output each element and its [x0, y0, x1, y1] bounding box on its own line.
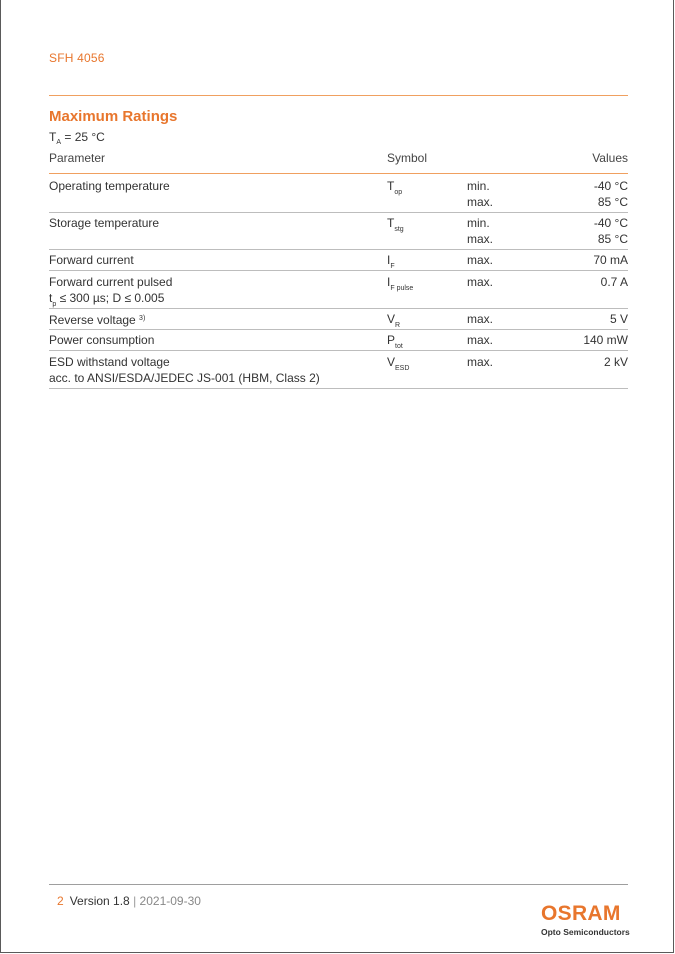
- document-id: SFH 4056: [49, 51, 105, 65]
- limit-cell: max.: [467, 232, 494, 246]
- symbol-cell: $T_{stg}$: [387, 216, 404, 233]
- limit-cell: max.: [467, 253, 494, 267]
- header-symbol: Symbol: [387, 151, 428, 165]
- release-date: 2021-09-30: [139, 894, 201, 908]
- row-divider: [49, 249, 628, 250]
- parameter-condition: acc. to ANSI/ESDA/JEDEC JS-001 (HBM, Class 2): [49, 371, 320, 385]
- row-divider: [49, 308, 628, 309]
- page-number: 2: [57, 894, 64, 908]
- symbol-cell: $I_F$: [387, 253, 395, 270]
- footnote-marker: 3): [139, 315, 146, 322]
- footer-separator: |: [133, 894, 137, 908]
- row-divider: [49, 350, 628, 351]
- limit-cell: min.: [467, 179, 490, 193]
- symbol-cell: $V_{ESD}$: [387, 355, 410, 372]
- limit-cell: max.: [467, 275, 494, 289]
- parameter-cell: Forward current: [49, 253, 134, 267]
- osram-logo: OSRAM: [541, 902, 621, 925]
- ambient-condition: [49, 130, 105, 146]
- brand-tagline: Opto Semiconductors: [541, 927, 630, 937]
- version: Version 1.8: [69, 894, 130, 908]
- parameter-cell: Reverse voltage $^{3)}$: [49, 313, 146, 327]
- value-cell: 85 °C: [597, 195, 628, 209]
- value-cell: 85 °C: [597, 232, 628, 246]
- row-divider: [49, 329, 628, 330]
- symbol-cell: $V_R$: [387, 312, 401, 329]
- parameter-cell: Operating temperature: [49, 179, 170, 193]
- value-cell: 5 V: [609, 312, 628, 326]
- limit-cell: min.: [467, 216, 490, 230]
- condition-subscript: A: [56, 139, 62, 146]
- value-cell: 140 mW: [583, 333, 628, 347]
- footer-rule: [49, 884, 628, 885]
- row-divider: [49, 388, 628, 389]
- limit-cell: max.: [467, 195, 494, 209]
- value-cell: -40 °C: [593, 179, 628, 193]
- value-cell: -40 °C: [593, 216, 628, 230]
- section-title: Maximum Ratings: [49, 108, 178, 125]
- symbol-cell: $P_{tot}$: [387, 333, 403, 350]
- symbol-cell: $I_{F pulse}$: [387, 275, 414, 292]
- header-rule: [49, 95, 628, 96]
- parameter-cell: Power consumption: [49, 333, 155, 347]
- table-header-rule: [49, 173, 628, 174]
- condition-symbol: T: [49, 130, 57, 144]
- row-divider: [49, 270, 628, 271]
- value-cell: 0.7 A: [600, 275, 628, 289]
- footer: [57, 894, 201, 908]
- limit-cell: max.: [467, 312, 494, 326]
- value-cell: 2 kV: [603, 355, 628, 369]
- header-values: Values: [592, 151, 628, 165]
- limit-cell: max.: [467, 333, 494, 347]
- symbol-cell: $T_{op}$: [387, 179, 403, 196]
- parameter-condition: $t_p \le 300$ µs; D ≤ 0.005: [49, 291, 165, 308]
- condition-value: = 25 °C: [61, 130, 105, 144]
- parameter-cell: ESD withstand voltage: [49, 355, 170, 369]
- parameter-cell: Storage temperature: [49, 216, 160, 230]
- value-cell: 70 mA: [593, 253, 628, 267]
- row-divider: [49, 212, 628, 213]
- header-parameter: Parameter: [49, 151, 106, 165]
- parameter-cell: Forward current pulsed: [49, 275, 173, 289]
- limit-cell: max.: [467, 355, 494, 369]
